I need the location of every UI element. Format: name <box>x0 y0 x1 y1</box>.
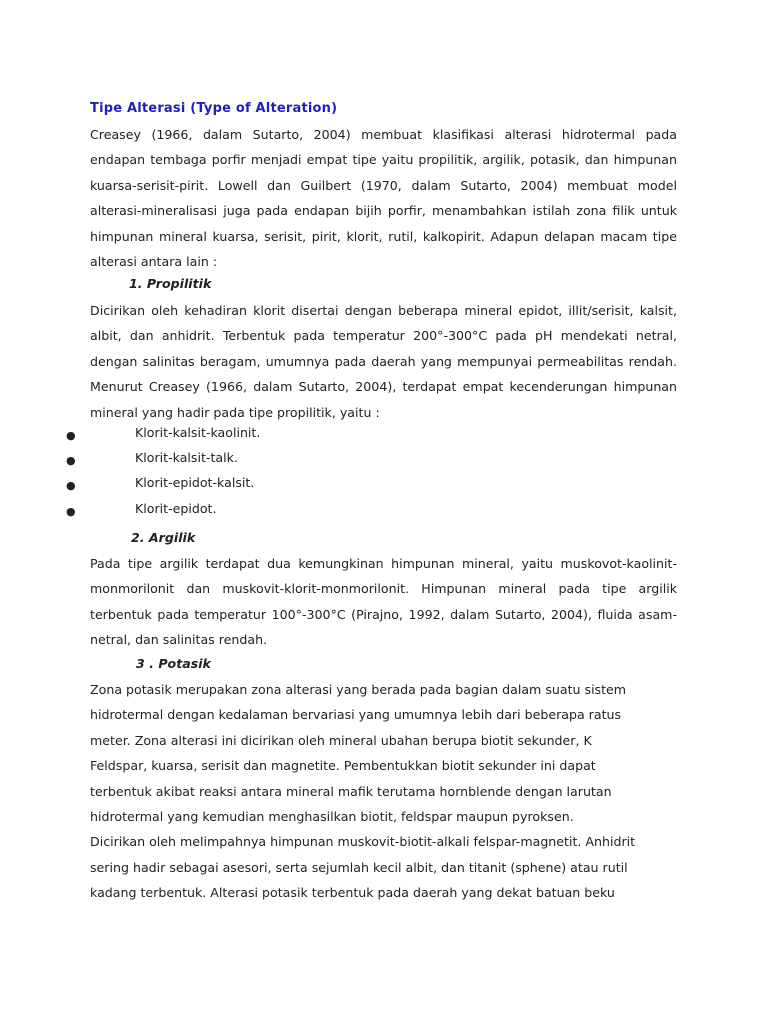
list-item <box>0 501 768 526</box>
text-line: hidrotermal dengan kedalaman bervariasi yang umumnya lebih dari beberapa ratus <box>90 707 622 723</box>
text-line: Dicirikan oleh melimpahnya himpunan muskovit-biotit-alkali felspar-magnetit. Anhidrit <box>90 834 636 850</box>
intro-paragraph: Creasey (1966, dalam Sutarto, 2004) membuat klasifikasi alterasi hidrotermal pada endapan tembaga porfir menjadi empat tipe yaitu propilitik, argilik, potasik, dan himpunan kuarsa-serisit-pirit. Lowell dan Guilbert (1970, dalam Sutarto, 2004) membuat model alterasi-mineralisasi juga pada endapan bijih porfir, menambahkan istilah zona filik untuk himpunan mineral kuarsa, serisit, pirit, klorit, rutil, kalkopirit. Adapun delapan macam tipe alterasi antara lain : <box>90 127 677 270</box>
list-item-text: Klorit-kalsit-talk. <box>135 450 238 466</box>
heading-propilitik: 1. Propilitik <box>129 276 212 291</box>
list-item-text: Klorit-kalsit-kaolinit. <box>135 425 261 440</box>
text-line: sering hadir sebagai asesori, serta sejumlah kecil albit, dan titanit (sphene) atau rutil <box>90 859 628 875</box>
list-item <box>0 450 768 475</box>
potasik-paragraph <box>90 677 690 906</box>
bullet-icon: ● <box>66 429 76 442</box>
text-line: kadang terbentuk. Alterasi potasik terbentuk pada daerah yang dekat batuan beku <box>90 885 615 901</box>
list-item-text: Klorit-epidot. <box>135 500 217 516</box>
bullet-icon: ● <box>66 479 76 493</box>
heading-argilik: 2. Argilik <box>131 530 196 545</box>
text-line: terbentuk akibat reaksi antara mineral mafik terutama hornblende dengan larutan <box>90 783 612 799</box>
heading-potasik: 3 . Potasik <box>136 656 211 671</box>
text-line: meter. Zona alterasi ini dicirikan oleh mineral ubahan berupa biotit sekunder, K <box>90 732 592 748</box>
text-line: hidrotermal yang kemudian menghasilkan biotit, feldspar maupun pyroksen. <box>90 809 574 825</box>
list-item-text: Klorit-epidot-kalsit. <box>135 475 255 491</box>
propilitik-bullet-list <box>0 425 768 526</box>
argilik-paragraph: Pada tipe argilik terdapat dua kemungkinan himpunan mineral, yaitu muskovot-kaolinit-monmorilonit dan muskovit-klorit-monmorilonit. Himpunan mineral pada tipe argilik terbentuk pada temperatur 100°-300°C (Pirajno, 1992, dalam Sutarto, 2004), fluida asam-netral, dan salinitas rendah. <box>90 556 677 648</box>
bullet-icon: ● <box>66 454 76 468</box>
list-item <box>0 475 768 500</box>
document-title: Tipe Alterasi (Type of Alteration) <box>90 101 338 116</box>
list-item <box>0 425 768 450</box>
text-line: Zona potasik merupakan zona alterasi yang berada pada bagian dalam suatu sistem <box>90 682 627 697</box>
propilitik-paragraph: Dicirikan oleh kehadiran klorit disertai dengan beberapa mineral epidot, illit/serisit, kalsit, albit, dan anhidrit. Terbentuk pada temperatur 200°-300°C pada pH mendekati netral, dengan salinitas beragam, umumnya pada daerah yang mempunyai permeabilitas rendah. Menurut Creasey (1966, dalam Sutarto, 2004), terdapat empat kecenderungan himpunan mineral yang hadir pada tipe propilitik, yaitu : <box>90 303 677 420</box>
bullet-icon: ● <box>66 504 76 518</box>
text-line: Feldspar, kuarsa, serisit dan magnetite. Pembentukkan biotit sekunder ini dapat <box>90 758 596 774</box>
